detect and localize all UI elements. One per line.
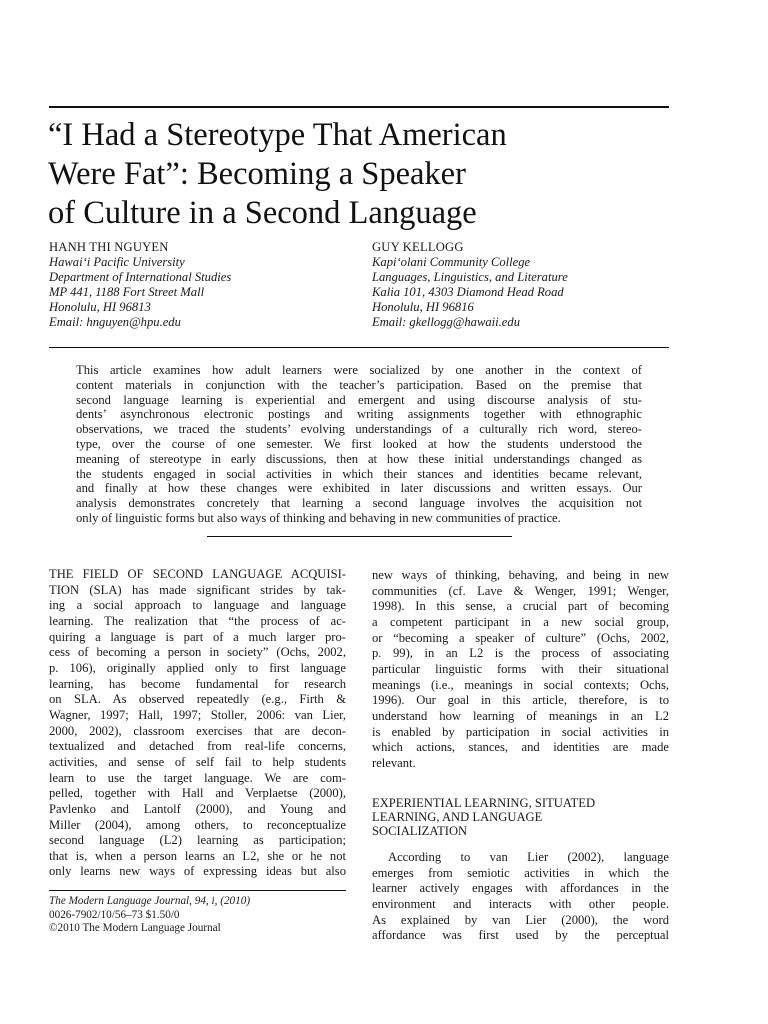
section-heading-line: LEARNING, AND LANGUAGE [372, 810, 543, 824]
body-line: which actions, stances, and identities are made [372, 740, 669, 755]
body-line: affordance was first used by the perceptual [372, 928, 669, 943]
abstract-line: meaning of stereotype in early discussions, then at how these initial understandings changed as [76, 451, 642, 466]
abstract-line: type, over the course of one semester. We first looked at how the students understood the [76, 436, 642, 451]
title-line: “I Had a Stereotype That American [48, 117, 507, 153]
abstract-line: dents’ asynchronous electronic postings and writing assignments together with ethnographic [76, 407, 642, 422]
title-line: Were Fat”: Becoming a Speaker [48, 156, 466, 192]
body-line: or “becoming a speaker of culture” (Ochs, 2002, [372, 630, 669, 645]
abstract-line: and finally at how these changes were exhibited in later discussions and written essays. Our [76, 481, 642, 496]
body-line: learning. The realization that “the process of ac- [49, 613, 346, 628]
author-affiliation: Hawai‘i Pacific University [49, 255, 185, 269]
body-line: activities, and sense of self fail to help students [49, 754, 346, 769]
author-name: HANH THI NGUYEN [49, 240, 169, 254]
body-line: cess of becoming a person in society” (Ochs, 2002, [49, 645, 346, 660]
body-line: 1996). Our goal in this article, therefore, is to [372, 693, 669, 708]
body-line: relevant. [372, 755, 416, 770]
body-line: learning, has become fundamental for research [49, 676, 346, 691]
author-email: Email: gkellogg@hawaii.edu [372, 315, 520, 329]
body-line: p. 99), in an L2 is the process of associating [372, 646, 669, 661]
body-line: Miller (2004), among others, to reconceptualize [49, 817, 346, 832]
body-line: a competent participant in a new social group, [372, 614, 669, 629]
author-block-1 [49, 240, 349, 330]
section-heading-line: SOCIALIZATION [372, 824, 468, 838]
body-line: ing a social approach to language and language [49, 598, 346, 613]
body-line: According to van Lier (2002), language [388, 850, 669, 864]
body-line: textualized and detached from real-life concerns, [49, 739, 346, 754]
abstract-line: analysis demonstrates concretely that learning a second language involves the acquisition not [76, 496, 642, 511]
author-city: Honolulu, HI 96813 [49, 300, 151, 314]
body-line: quiring a language is part of a much larger pro- [49, 629, 346, 644]
title-line: of Culture in a Second Language [48, 195, 477, 231]
section-heading [372, 796, 669, 838]
section-body [372, 850, 669, 944]
author-city: Honolulu, HI 96816 [372, 300, 474, 314]
body-line: on SLA. As observed repeatedly (e.g., Firth & [49, 692, 346, 707]
body-line: meanings (i.e., meanings in social contexts; Ochs, [372, 677, 669, 692]
body-line: environment and interacts with other people. [372, 896, 669, 911]
abstract [76, 363, 642, 526]
body-line: second language (L2) learning as participation; [49, 833, 346, 848]
journal-copyright: ©2010 The Modern Language Journal [49, 922, 221, 935]
author-block-2 [372, 240, 672, 330]
author-affiliation: Languages, Linguistics, and Literature [372, 270, 568, 284]
abstract-line: This article examines how adult learners were socialized by one another in the context of [76, 363, 642, 377]
body-line: As explained by van Lier (2000), the word [372, 912, 669, 927]
abstract-end-rule [207, 536, 512, 537]
body-column-left [49, 567, 346, 880]
body-line: THE FIELD OF SECOND LANGUAGE ACQUISI- [49, 567, 346, 581]
journal-citation: The Modern Language Journal, 94, i, (2010) [49, 895, 251, 907]
body-line: learner actively engages with affordances in the [372, 881, 669, 896]
author-address: Kalia 101, 4303 Diamond Head Road [372, 285, 564, 299]
abstract-rule [49, 347, 669, 348]
author-name: GUY KELLOGG [372, 240, 464, 254]
article-title [48, 116, 668, 233]
body-line: learn to use the target language. We are com- [49, 770, 346, 785]
author-email: Email: hnguyen@hpu.edu [49, 315, 181, 329]
abstract-line: observations, we traced the students’ evolving understandings of a culturally rich word, stereo- [76, 422, 642, 437]
body-line: new ways of thinking, behaving, and being in new [372, 568, 669, 582]
body-column-right [372, 568, 669, 772]
author-affiliation: Kapi‘olani Community College [372, 255, 531, 269]
body-line: that is, when a person learns an L2, she or he not [49, 848, 346, 863]
section-heading-line: EXPERIENTIAL LEARNING, SITUATED [372, 796, 596, 810]
journal-code: 0026-7902/10/56–73 $1.50/0 [49, 908, 180, 921]
body-line: pelled, together with Hall and Verplaetse (2000), [49, 786, 346, 801]
footnote-rule [49, 890, 346, 891]
body-line: emerges from semiotic activities in which the [372, 865, 669, 880]
top-rule [49, 106, 669, 108]
author-address: MP 441, 1188 Fort Street Mall [49, 285, 205, 299]
body-line: 2000, 2002), classroom exercises that are decon- [49, 723, 346, 738]
body-line: 1998). In this sense, a crucial part of becoming [372, 599, 669, 614]
journal-footnote [49, 895, 346, 936]
body-line: Pavlenko and Lantolf (2000), and Young and [49, 801, 346, 816]
body-line: p. 106), originally applied only to first language [49, 660, 346, 675]
abstract-line: only of linguistic forms but also ways of thinking and behaving in new communities of practice. [76, 510, 561, 525]
body-line: TION (SLA) has made significant strides by tak- [49, 582, 346, 597]
abstract-line: the students engaged in social activities in which their stances and identities became relevant, [76, 466, 642, 481]
body-line: only learns new ways of expressing ideas but also [49, 864, 346, 879]
body-line: communities (cf. Lave & Wenger, 1991; Wenger, [372, 583, 669, 598]
author-affiliation: Department of International Studies [49, 270, 232, 284]
body-line: particular linguistic forms with their situational [372, 661, 669, 676]
body-line: understand how learning of meanings in an L2 [372, 708, 669, 723]
body-line: Wagner, 1997; Hall, 1997; Stoller, 2006: van Lier, [49, 707, 346, 722]
abstract-line: content materials in conjunction with the teacher’s participation. Based on the premise that [76, 377, 642, 392]
abstract-line: second language learning is experiential and emergent and using discourse analysis of stu- [76, 392, 642, 407]
body-line: is enabled by participation in social activities in [372, 724, 669, 739]
